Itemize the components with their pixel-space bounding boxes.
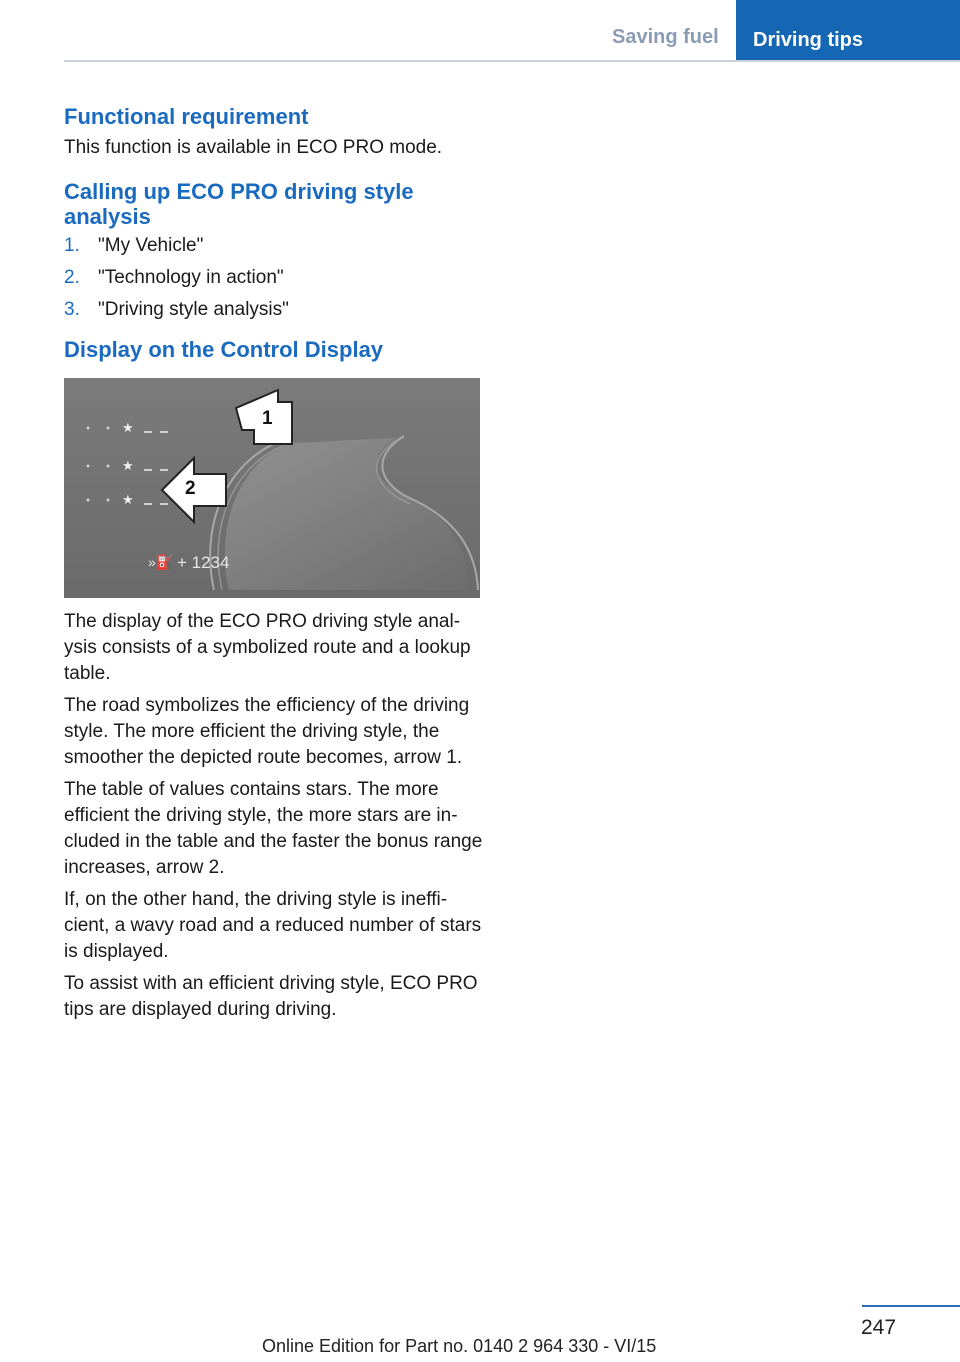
rating-dash bbox=[144, 503, 152, 505]
step-number: 1. bbox=[64, 235, 80, 256]
rating-dash bbox=[160, 431, 168, 433]
display-description bbox=[64, 609, 484, 1023]
header-section-tab: Saving fuel bbox=[612, 26, 719, 48]
step-number: 3. bbox=[64, 299, 80, 320]
footer-rule bbox=[862, 1305, 960, 1307]
step-text: "My Vehicle" bbox=[98, 235, 204, 256]
rating-dash bbox=[160, 469, 168, 471]
paragraph: The road symbolizes the efficiency of the driving style. The more efficient the driving style, the smoother the depicted route becomes, arrow 1. bbox=[64, 695, 470, 768]
page-number: 247 bbox=[861, 1316, 897, 1339]
step-text: "Technology in action" bbox=[98, 267, 284, 288]
rating-dot bbox=[87, 465, 90, 468]
heading-calling-up: Calling up ECO PRO driving style analysis bbox=[64, 179, 414, 229]
header-chapter-tab: Driving tips bbox=[736, 0, 960, 62]
steps-list bbox=[64, 233, 484, 323]
heading-display: Display on the Control Display bbox=[64, 337, 384, 362]
list-item bbox=[64, 297, 484, 323]
rating-dot bbox=[107, 465, 110, 468]
arrow-1-label: 1 bbox=[262, 408, 273, 429]
page-content bbox=[64, 104, 484, 1023]
functional-requirement-text: This function is available in ECO PRO mode. bbox=[64, 137, 443, 158]
heading-functional-requirement: Functional requirement bbox=[64, 104, 309, 129]
paragraph: The table of values contains stars. The more efficient the driving style, the more stars are included in the table and the faster the bonus range increases, arrow 2. bbox=[64, 779, 483, 878]
rating-dot bbox=[107, 499, 110, 502]
star-icon: ★ bbox=[122, 492, 134, 507]
arrow-2-label: 2 bbox=[185, 478, 196, 499]
control-display-figure bbox=[64, 378, 480, 598]
rating-dash bbox=[144, 431, 152, 433]
paragraph: To assist with an efficient driving style, ECO PRO tips are displayed during driving. bbox=[64, 973, 478, 1020]
list-item bbox=[64, 233, 484, 259]
star-icon: ★ bbox=[122, 420, 134, 435]
rating-dash bbox=[160, 503, 168, 505]
rating-dot bbox=[107, 427, 110, 430]
step-number: 2. bbox=[64, 267, 80, 288]
rating-dot bbox=[87, 427, 90, 430]
header-rule bbox=[64, 60, 960, 62]
edition-note: Online Edition for Part no. 0140 2 964 330 - VI/15 bbox=[262, 1336, 657, 1356]
fuel-pump-icon: »⛽ bbox=[148, 554, 174, 570]
list-item bbox=[64, 265, 484, 291]
star-icon: ★ bbox=[122, 458, 134, 473]
step-text: "Driving style analysis" bbox=[98, 299, 289, 320]
rating-dot bbox=[87, 499, 90, 502]
rating-dash bbox=[144, 469, 152, 471]
paragraph: The display of the ECO PRO driving style analysis consists of a symbolized route and a lookup table. bbox=[64, 611, 471, 684]
bonus-range-value: + 1234 bbox=[177, 553, 230, 572]
paragraph: If, on the other hand, the driving style is inefficient, a wavy road and a reduced number of stars is displayed. bbox=[64, 889, 482, 962]
